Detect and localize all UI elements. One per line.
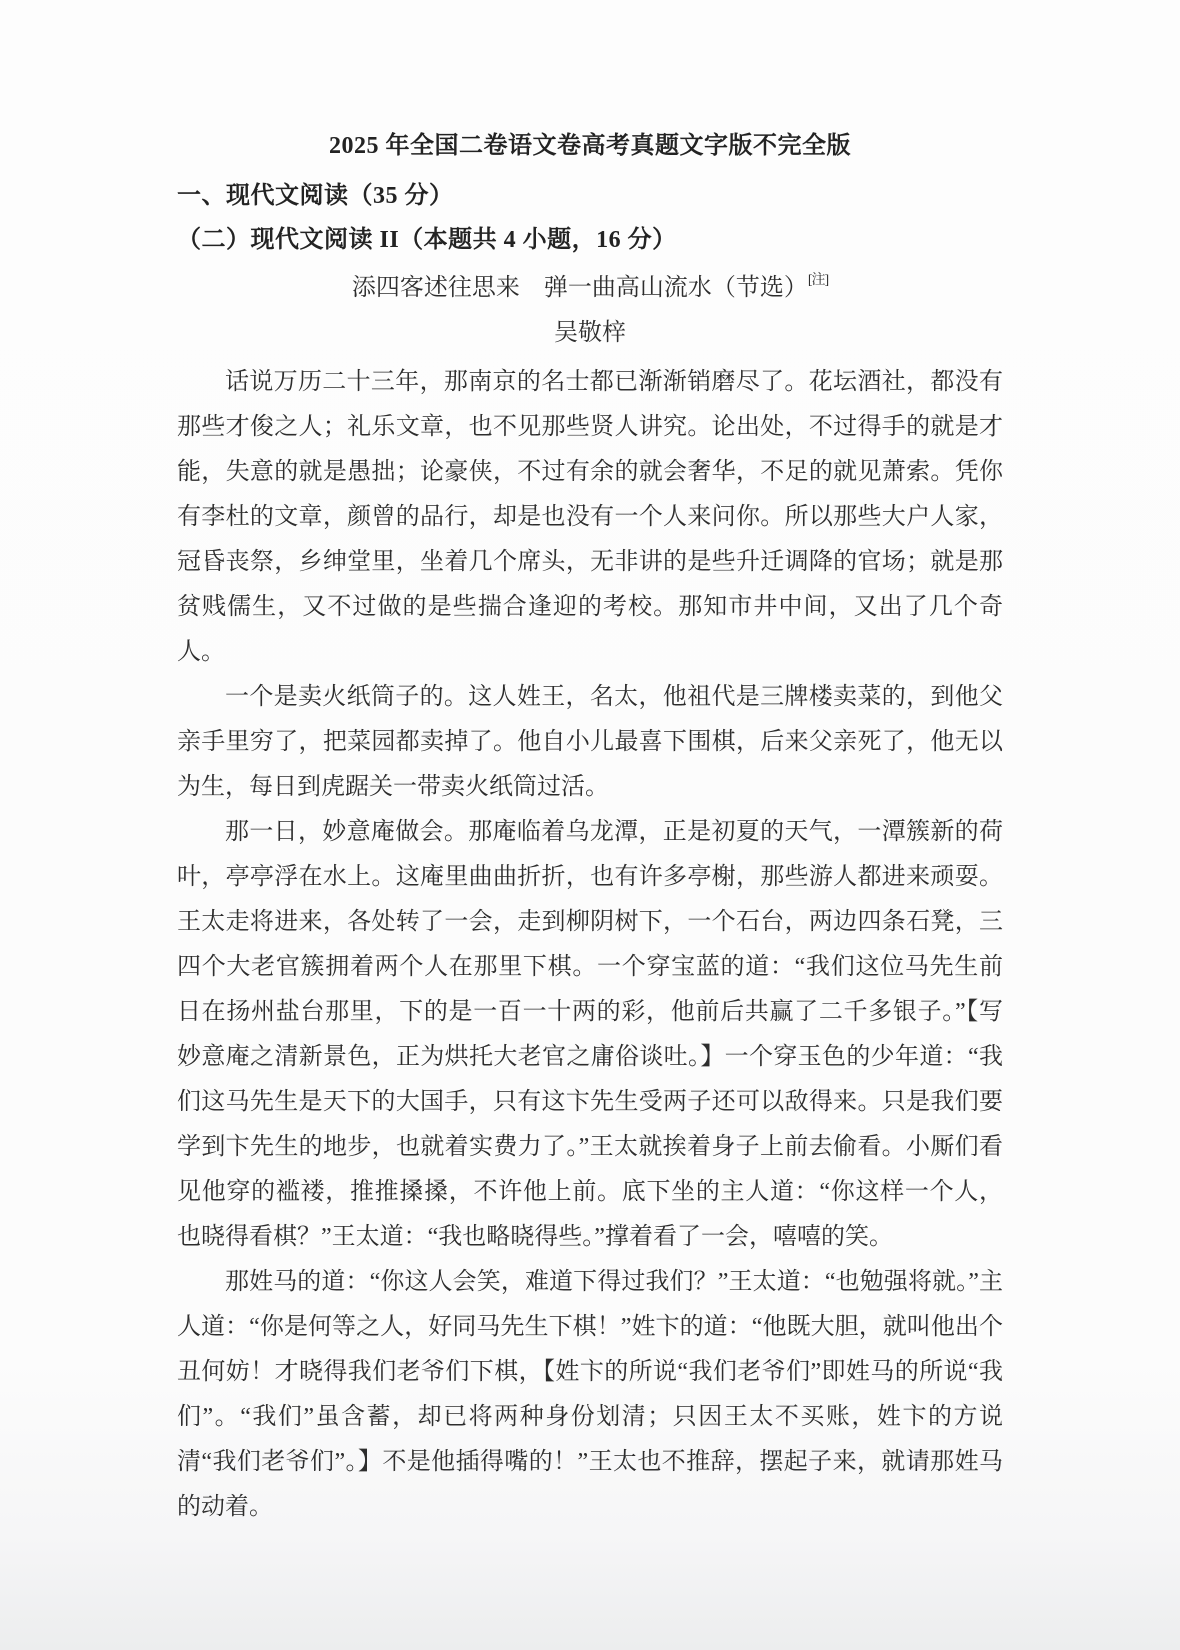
article-title (177, 266, 1003, 305)
article-paragraph-3: 那一日，妙意庵做会。那庵临着乌龙潭，正是初夏的天气，一潭簇新的荷叶，亭亭浮在水上。这庵里曲曲折折，也有许多亭榭，那些游人都进来顽耍。王太走将进来，各处转了一会，走到柳阴树下，一个石台，两边四条石凳，三四个大老官簇拥着两个人在那里下棋。一个穿宝蓝的道：“我们这位马先生前日在扬州盐台那里，下的是一百一十两的彩，他前后共赢了二千多银子。”【写妙意庵之清新景色，正为烘托大老官之庸俗谈吐。】一个穿玉色的少年道：“我们这马先生是天下的大国手，只有这卞先生受两子还可以敌得来。只是我们要学到卞先生的地步，也就着实费力了。”王太就挨着身子上前去偷看。小厮们看见他穿的褴褛，推推搡搡，不许他上前。底下坐的主人道：“你这样一个人，也晓得看棋？”王太道：“我也略晓得些。”撑着看了一会，嘻嘻的笑。 (177, 819, 1003, 1250)
article-body (177, 360, 1003, 1530)
section-heading: 一、现代文阅读（35 分） (177, 183, 454, 209)
article-paragraph-2: 一个是卖火纸筒子的。这人姓王，名太，他祖代是三牌楼卖菜的，到他父亲手里穷了，把菜园都卖掉了。他自小儿最喜下围棋，后来父亲死了，他无以为生，每日到虎踞关一带卖火纸筒过活。 (177, 684, 1003, 800)
note-marker: [注] (807, 273, 829, 288)
article-paragraph-1: 话说万历二十三年，那南京的名士都已渐渐销磨尽了。花坛酒社，都没有那些才俊之人；礼乐文章，也不见那些贤人讲究。论出处，不过得手的就是才能，失意的就是愚拙；论豪侠，不过有余的就会奢华，不足的就见萧索。凭你有李杜的文章，颜曾的品行，却是也没有一个人来问你。所以那些大户人家，冠昏丧祭，乡绅堂里，坐着几个席头，无非讲的是些升迁调降的官场；就是那贫贱儒生，又不过做的是些揣合逢迎的考校。那知市井中间，又出了几个奇人。 (177, 369, 1003, 665)
page-title: 2025 年全国二卷语文卷高考真题文字版不完全版 (329, 133, 851, 159)
subsection-heading: （二）现代文阅读 II（本题共 4 小题，16 分） (177, 227, 677, 253)
article-paragraph-4: 那姓马的道：“你这人会笑，难道下得过我们？”王太道：“也勉强将就。”主人道：“你是何等之人，好同马先生下棋！”姓卞的道：“他既大胆，就叫他出个丑何妨！才晓得我们老爷们下棋，【姓卞的所说“我们老爷们”即姓马的所说“我们”。“我们”虽含蓄，却已将两种身份划清；只因王太不买账，姓卞的方说清“我们老爷们”。】不是他插得嘴的！”王太也不推辞，摆起子来，就请那姓马的动着。 (177, 1269, 1003, 1520)
article-author: 吴敬梓 (554, 320, 626, 346)
article-title-text: 添四客述往思来 弹一曲高山流水（节选） (351, 275, 808, 301)
exam-document-page (177, 128, 1003, 1530)
